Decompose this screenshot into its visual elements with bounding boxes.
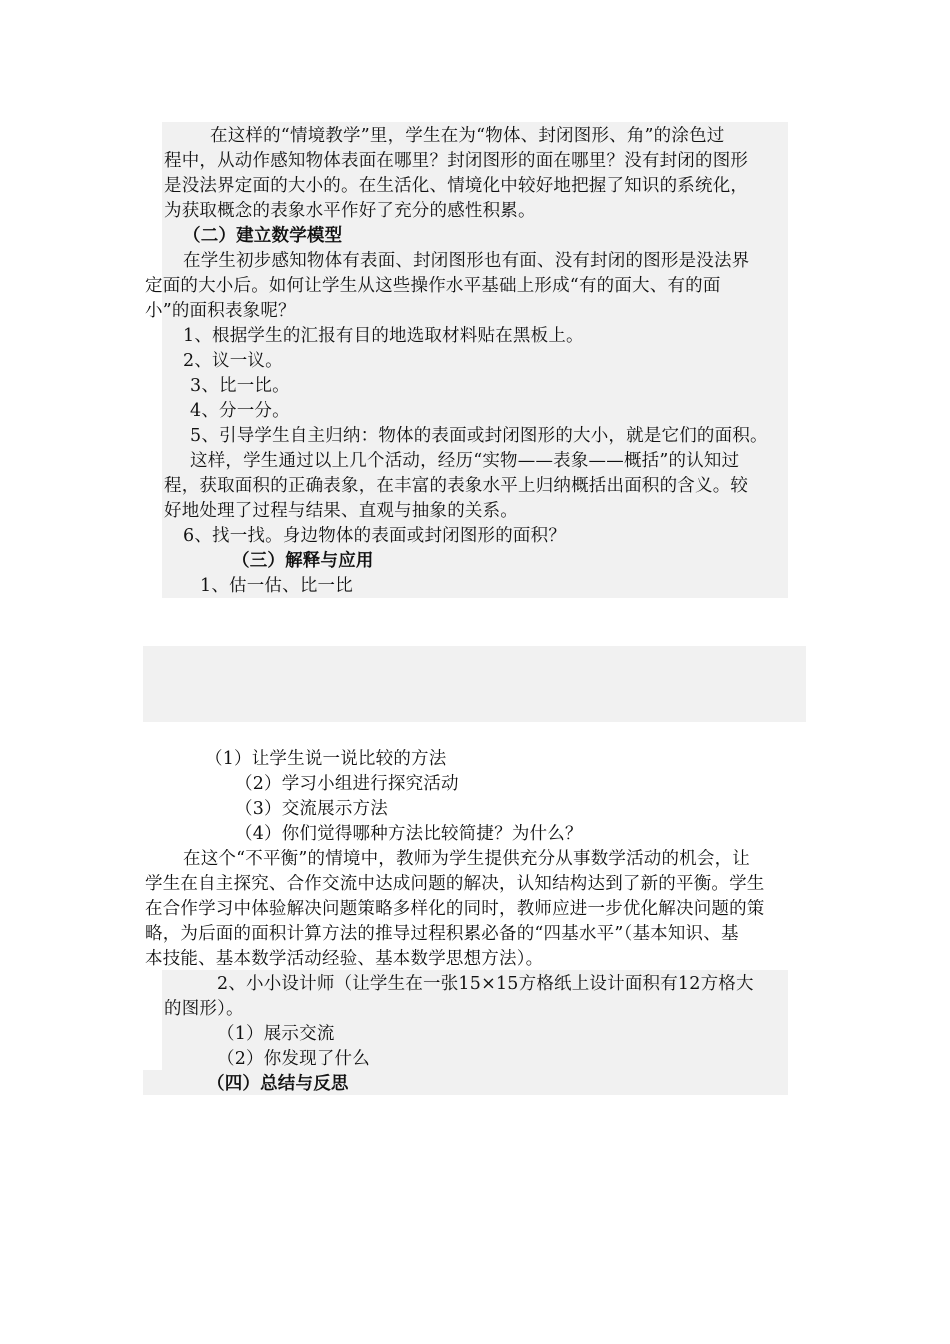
sub-item: （3）交流展示方法 [235, 799, 388, 819]
paragraph-line: 略，为后面的面积计算方法的推导过程积累必备的“四基水平”（基本知识、基 [145, 924, 739, 944]
sub-item: （2）你发现了什么 [217, 1049, 370, 1069]
list-item: 4、分一分。 [190, 401, 290, 421]
paragraph-line: 本技能、基本数学活动经验、基本数学思想方法）。 [145, 949, 544, 969]
paragraph-line: 在这个“不平衡”的情境中，教师为学生提供充分从事数学活动的机会，让 [183, 849, 750, 869]
paragraph-line: 程，获取面积的正确表象，在丰富的表象水平上归纳概括出面积的含义。较 [164, 476, 749, 496]
paragraph-line: 小”的面积表象呢？ [145, 301, 296, 321]
list-item: 2、议一议。 [183, 351, 283, 371]
sub-item: （1）让学生说一说比较的方法 [205, 749, 447, 769]
paragraph-line: 学生在自主探究、合作交流中达成问题的解决，认知结构达到了新的平衡。学生 [145, 874, 765, 894]
list-item: 的图形）。 [164, 999, 244, 1019]
paragraph-line: 在这样的“情境教学”里，学生在为“物体、封闭图形、角”的涂色过 [210, 126, 725, 146]
section-heading-4: （四）总结与反思 [207, 1074, 349, 1094]
paragraph-line: 程中，从动作感知物体表面在哪里？封闭图形的面在哪里？没有封闭的图形 [164, 151, 749, 171]
section-heading-2: （二）建立数学模型 [183, 226, 343, 246]
list-item: 3、比一比。 [190, 376, 290, 396]
paragraph-line: 好地处理了过程与结果、直观与抽象的关系。 [164, 501, 518, 521]
paragraph-line: 定面的大小后。如何让学生从这些操作水平基础上形成“有的面大、有的面 [145, 276, 721, 296]
paragraph-line: 这样，学生通过以上几个活动，经历“实物——表象——概括”的认知过 [190, 451, 740, 471]
list-item: 6、找一找。身边物体的表面或封闭图形的面积？ [183, 526, 567, 546]
sub-item: （4）你们觉得哪种方法比较简捷？为什么？ [235, 824, 583, 844]
section-heading-3: （三）解释与应用 [232, 551, 374, 571]
list-item: 2、小小设计师（让学生在一张15×15方格纸上设计面积有12方格大 [217, 974, 754, 994]
paragraph-line: 是没法界定面的大小的。在生活化、情境化中较好地把握了知识的系统化， [164, 176, 749, 196]
list-item: 1、根据学生的汇报有目的地选取材料贴在黑板上。 [183, 326, 584, 346]
list-item: 1、估一估、比一比 [200, 576, 353, 596]
sub-item: （1）展示交流 [217, 1024, 335, 1044]
list-item: 5、引导学生自主归纳：物体的表面或封闭图形的大小，就是它们的面积。 [190, 426, 768, 446]
sub-item: （2）学习小组进行探究活动 [235, 774, 459, 794]
paragraph-line: 为获取概念的表象水平作好了充分的感性积累。 [164, 201, 536, 221]
paragraph-line: 在合作学习中体验解决问题策略多样化的同时，教师应进一步优化解决问题的策 [145, 899, 765, 919]
paragraph-line: 在学生初步感知物体有表面、封闭图形也有面、没有封闭的图形是没法界 [183, 251, 750, 271]
shaded-block-middle [143, 646, 806, 722]
